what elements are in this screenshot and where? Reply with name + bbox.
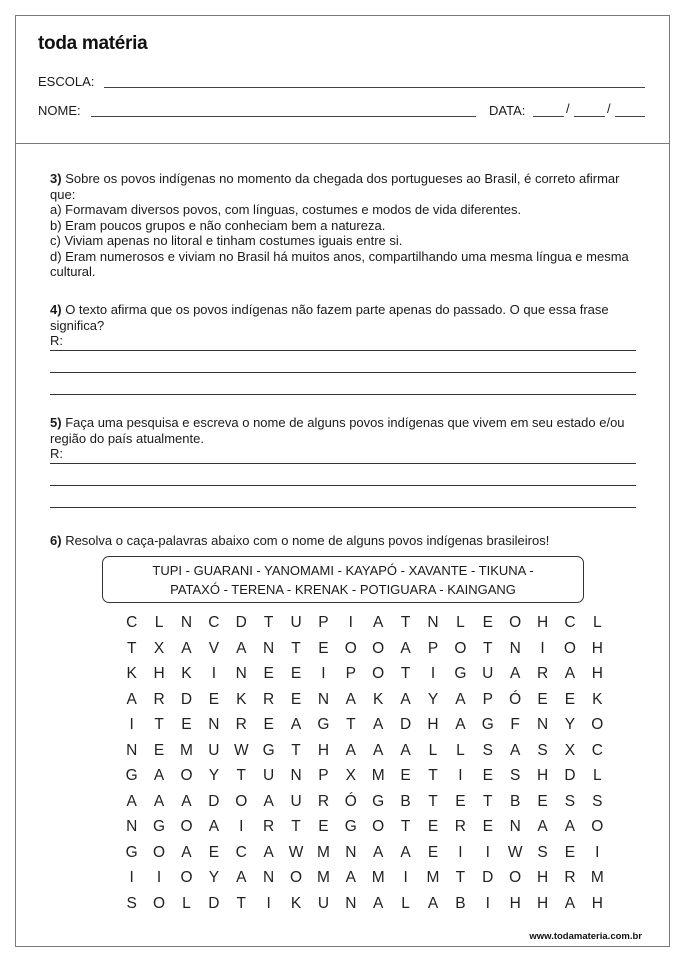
grid-letter[interactable]: T <box>236 767 246 784</box>
grid-letter[interactable]: T <box>400 818 411 835</box>
grid-letter[interactable]: I <box>321 665 326 682</box>
grid-letter[interactable]: H <box>591 639 603 657</box>
grid-letter[interactable]: L <box>593 614 602 631</box>
grid-letter[interactable]: A <box>263 792 274 810</box>
grid-letter[interactable]: E <box>318 818 329 835</box>
grid-letter[interactable]: E <box>263 716 274 733</box>
grid-letter[interactable]: D <box>208 792 220 810</box>
grid-letter[interactable]: K <box>592 690 603 708</box>
date-separator: / <box>607 101 611 116</box>
grid-row <box>118 891 611 917</box>
grid-letter[interactable]: A <box>236 639 247 657</box>
grid-letter[interactable]: K <box>373 690 384 708</box>
grid-letter[interactable]: P <box>318 767 329 784</box>
grid-letter[interactable]: A <box>373 894 384 912</box>
grid-letter[interactable]: A <box>290 716 302 733</box>
data-label: DATA: <box>489 103 526 118</box>
grid-letter[interactable]: D <box>235 614 247 631</box>
grid-letter[interactable]: T <box>291 639 301 657</box>
grid-letter[interactable]: I <box>485 843 490 861</box>
grid-letter[interactable]: N <box>208 716 220 733</box>
grid-letter[interactable]: A <box>373 741 384 759</box>
grid-letter[interactable]: N <box>180 614 193 631</box>
grid-letter[interactable]: A <box>400 843 411 861</box>
question-number: 3) <box>50 171 62 186</box>
option-d: d) Eram numerosos e viviam no Brasil há muitos anos, compartilhando uma mesma língua e mesma cultural. <box>50 248 629 279</box>
grid-letter[interactable]: V <box>208 639 220 657</box>
grid-letter[interactable]: T <box>291 741 301 759</box>
grid-letter[interactable]: C <box>591 741 603 759</box>
grid-letter[interactable]: A <box>126 792 137 810</box>
grid-letter[interactable]: G <box>454 665 467 682</box>
grid-letter[interactable]: E <box>290 665 302 682</box>
grid-letter[interactable]: R <box>317 792 330 810</box>
grid-letter[interactable]: T <box>154 716 164 733</box>
grid-letter[interactable]: G <box>262 741 275 759</box>
grid-letter[interactable]: A <box>564 665 576 682</box>
grid-letter[interactable]: C <box>564 614 576 631</box>
grid-letter[interactable]: G <box>344 818 357 835</box>
grid-letter[interactable]: N <box>290 767 302 784</box>
question-text: Sobre os povos indígenas no momento da chegada dos portugueses ao Brasil, é correto afirmar que: <box>50 171 620 202</box>
grid-letter[interactable]: I <box>266 894 271 912</box>
grid-letter[interactable]: M <box>426 869 440 886</box>
grid-letter[interactable]: S <box>126 894 137 912</box>
grid-letter[interactable]: E <box>427 843 439 861</box>
grid-letter[interactable]: K <box>126 665 137 682</box>
grid-letter[interactable]: X <box>345 767 356 784</box>
grid-letter[interactable]: H <box>427 716 439 733</box>
grid-letter[interactable]: N <box>263 639 275 657</box>
grid-letter[interactable]: D <box>208 894 220 912</box>
grid-letter[interactable]: S <box>482 741 493 759</box>
grid-letter[interactable]: S <box>564 792 576 810</box>
grid-letter[interactable]: Y <box>208 767 220 784</box>
escola-label: ESCOLA: <box>38 74 95 89</box>
grid-letter[interactable]: O <box>153 843 166 861</box>
grid-letter[interactable]: I <box>430 665 436 682</box>
grid-letter[interactable]: Y <box>427 690 439 708</box>
grid-letter[interactable]: A <box>126 690 137 708</box>
logo: toda matéria <box>38 33 148 54</box>
date-separator: / <box>566 101 570 116</box>
answer-line[interactable] <box>50 350 636 351</box>
grid-letter[interactable]: Y <box>208 869 220 886</box>
grid-letter[interactable]: H <box>536 614 549 631</box>
grid-letter[interactable]: O <box>591 716 604 733</box>
grid-letter[interactable]: T <box>400 614 411 631</box>
grid-letter[interactable]: C <box>235 843 247 861</box>
grid-letter[interactable]: N <box>536 716 549 733</box>
grid-letter[interactable]: W <box>288 843 304 861</box>
grid-letter[interactable]: E <box>537 792 548 810</box>
grid-letter[interactable]: N <box>317 690 330 708</box>
word-search-grid[interactable] <box>118 610 611 916</box>
grid-letter[interactable]: O <box>180 869 193 886</box>
grid-letter[interactable]: I <box>129 716 134 733</box>
word-list-line: PATAXÓ - TERENA - KRENAK - POTIGUARA - KAINGANG <box>170 582 516 597</box>
grid-letter[interactable]: P <box>345 665 356 682</box>
grid-letter[interactable]: O <box>454 639 467 657</box>
grid-letter[interactable]: R <box>263 818 275 835</box>
grid-letter[interactable]: R <box>263 690 275 708</box>
grid-letter[interactable]: B <box>509 792 521 810</box>
escola-field[interactable] <box>104 87 645 88</box>
question-3 <box>50 171 640 280</box>
option-b: b) Eram poucos grupos e não conheciam bem a natureza. <box>50 217 386 233</box>
question-number: 5) <box>50 415 62 430</box>
grid-letter[interactable]: I <box>485 894 490 912</box>
grid-letter[interactable]: E <box>482 767 493 784</box>
grid-letter[interactable]: A <box>345 690 356 708</box>
grid-letter[interactable]: A <box>236 869 247 886</box>
grid-letter[interactable]: N <box>345 843 357 861</box>
grid-letter[interactable]: F <box>510 716 520 733</box>
grid-letter[interactable]: R <box>564 869 576 886</box>
grid-row <box>118 763 611 789</box>
grid-letter[interactable]: O <box>509 869 522 886</box>
grid-row <box>118 687 611 713</box>
grid-letter[interactable]: O <box>344 639 357 657</box>
grid-letter[interactable]: M <box>316 869 330 886</box>
grid-letter[interactable]: E <box>290 690 302 708</box>
grid-letter[interactable]: T <box>346 716 356 733</box>
answer-line[interactable] <box>50 372 636 373</box>
grid-letter[interactable]: A <box>455 716 466 733</box>
grid-letter[interactable]: A <box>373 716 384 733</box>
grid-letter[interactable]: X <box>153 639 165 657</box>
grid-letter[interactable]: D <box>180 690 193 708</box>
answer-line[interactable] <box>50 394 636 395</box>
grid-letter[interactable]: H <box>591 665 603 682</box>
grid-letter[interactable]: A <box>373 843 384 861</box>
grid-row <box>118 661 611 687</box>
grid-letter[interactable]: N <box>126 818 138 835</box>
answer-label: R: <box>50 333 63 348</box>
question-text: O texto afirma que os povos indígenas não fazem parte apenas do passado. O que essa frase significa? <box>50 302 609 333</box>
grid-letter[interactable]: A <box>509 665 521 682</box>
grid-letter[interactable]: O <box>235 792 248 810</box>
grid-letter[interactable]: T <box>291 818 301 835</box>
grid-letter[interactable]: E <box>564 843 576 861</box>
grid-letter[interactable]: H <box>317 741 330 759</box>
grid-letter[interactable]: N <box>345 894 357 912</box>
grid-letter[interactable]: N <box>427 614 439 631</box>
grid-letter[interactable]: I <box>595 843 600 861</box>
answer-label: R: <box>50 446 63 461</box>
grid-row <box>118 840 611 866</box>
grid-letter[interactable]: I <box>458 843 463 861</box>
grid-letter[interactable]: A <box>564 894 576 912</box>
grid-letter[interactable]: M <box>180 741 193 759</box>
grid-letter[interactable]: T <box>263 614 274 631</box>
grid-letter[interactable]: E <box>153 741 165 759</box>
grid-letter[interactable]: N <box>235 665 247 682</box>
grid-letter[interactable]: E <box>564 690 576 708</box>
grid-letter[interactable]: K <box>236 690 247 708</box>
grid-letter[interactable]: Ó <box>344 792 357 810</box>
grid-letter[interactable]: E <box>455 792 466 810</box>
grid-letter[interactable]: L <box>182 894 191 912</box>
grid-letter[interactable]: I <box>211 665 217 682</box>
grid-letter[interactable]: A <box>373 614 384 631</box>
grid-letter[interactable]: S <box>537 843 548 861</box>
grid-letter[interactable]: P <box>482 690 493 708</box>
grid-letter[interactable]: M <box>590 869 604 886</box>
grid-letter[interactable]: R <box>153 690 165 708</box>
answer-line[interactable] <box>50 507 636 508</box>
grid-letter[interactable]: T <box>400 665 411 682</box>
grid-letter[interactable]: T <box>236 894 246 912</box>
grid-letter[interactable]: L <box>456 614 465 631</box>
grid-letter[interactable]: L <box>154 614 164 631</box>
grid-letter[interactable]: M <box>371 767 385 784</box>
grid-letter[interactable]: M <box>316 843 330 861</box>
grid-letter[interactable]: E <box>318 639 329 657</box>
grid-letter[interactable]: C <box>126 614 138 631</box>
grid-letter[interactable]: U <box>317 894 330 912</box>
grid-letter[interactable]: U <box>482 665 494 682</box>
grid-letter[interactable]: A <box>153 792 165 810</box>
grid-letter[interactable]: R <box>454 818 466 835</box>
grid-letter[interactable]: K <box>290 894 302 912</box>
grid-letter[interactable]: U <box>263 767 275 784</box>
grid-letter[interactable]: O <box>591 818 604 835</box>
grid-letter[interactable]: N <box>509 639 521 657</box>
grid-letter[interactable]: N <box>263 869 275 886</box>
grid-letter[interactable]: H <box>536 894 549 912</box>
question-number: 6) <box>50 533 62 548</box>
grid-letter[interactable]: G <box>372 792 385 810</box>
grid-letter[interactable]: X <box>564 741 576 759</box>
grid-letter[interactable]: H <box>536 869 549 886</box>
grid-letter[interactable]: A <box>345 869 356 886</box>
grid-letter[interactable]: H <box>591 894 603 912</box>
grid-letter[interactable]: Y <box>564 716 576 733</box>
grid-letter[interactable]: A <box>537 818 548 835</box>
question-5 <box>50 415 640 462</box>
grid-letter[interactable]: L <box>593 767 602 784</box>
grid-letter[interactable]: E <box>482 818 493 835</box>
grid-letter[interactable]: M <box>371 869 385 886</box>
grid-letter[interactable]: O <box>509 614 522 631</box>
grid-letter[interactable]: U <box>208 741 220 759</box>
question-6 <box>50 533 640 549</box>
grid-letter[interactable]: L <box>456 741 465 759</box>
grid-letter[interactable]: A <box>509 741 521 759</box>
grid-letter[interactable]: I <box>129 869 134 886</box>
grid-letter[interactable]: O <box>290 869 303 886</box>
grid-letter[interactable]: A <box>181 843 192 861</box>
grid-letter[interactable]: N <box>509 818 521 835</box>
question-text: Resolva o caça-palavras abaixo com o nome de alguns povos indígenas brasileiros! <box>65 533 550 548</box>
grid-letter[interactable]: O <box>372 665 385 682</box>
grid-letter[interactable]: A <box>263 843 274 861</box>
header-divider <box>15 143 670 144</box>
grid-row <box>118 636 611 662</box>
grid-letter[interactable]: T <box>428 792 438 810</box>
grid-letter[interactable]: A <box>181 792 192 810</box>
grid-letter[interactable]: S <box>592 792 603 810</box>
grid-letter[interactable]: E <box>208 690 220 708</box>
grid-letter[interactable]: E <box>263 665 274 682</box>
grid-letter[interactable]: O <box>153 894 166 912</box>
grid-letter[interactable]: E <box>537 690 548 708</box>
grid-letter[interactable]: G <box>125 843 138 861</box>
grid-letter[interactable]: S <box>537 741 548 759</box>
grid-letter[interactable]: A <box>400 690 411 708</box>
grid-letter[interactable]: A <box>208 818 220 835</box>
answer-line[interactable] <box>50 485 636 486</box>
grid-letter[interactable]: P <box>427 639 439 657</box>
grid-letter[interactable]: R <box>536 665 549 682</box>
grid-letter[interactable]: G <box>317 716 330 733</box>
grid-letter[interactable]: I <box>458 767 463 784</box>
grid-letter[interactable]: U <box>290 614 302 631</box>
data-day-field[interactable] <box>533 116 564 117</box>
grid-letter[interactable]: D <box>482 869 494 886</box>
grid-letter[interactable]: I <box>348 614 353 631</box>
grid-letter[interactable]: H <box>153 665 165 682</box>
answer-line[interactable] <box>50 463 636 464</box>
grid-letter[interactable]: A <box>455 690 466 708</box>
grid-letter[interactable]: A <box>400 639 411 657</box>
grid-letter[interactable]: W <box>233 741 249 759</box>
grid-letter[interactable]: T <box>483 792 493 810</box>
nome-field[interactable] <box>91 116 476 117</box>
grid-letter[interactable]: E <box>208 843 220 861</box>
option-c: c) Viviam apenas no litoral e tinham costumes iguais entre si. <box>50 233 403 248</box>
grid-letter[interactable]: I <box>403 869 408 886</box>
grid-letter[interactable]: E <box>181 716 192 733</box>
grid-row <box>118 738 611 764</box>
question-4 <box>50 302 640 349</box>
grid-letter[interactable]: C <box>208 614 220 631</box>
grid-letter[interactable]: H <box>536 767 549 784</box>
grid-letter[interactable]: R <box>235 716 247 733</box>
grid-letter[interactable]: A <box>181 639 192 657</box>
grid-row <box>118 865 611 891</box>
grid-letter[interactable]: B <box>400 792 411 810</box>
grid-row <box>118 610 611 636</box>
grid-letter[interactable]: I <box>239 818 244 835</box>
grid-letter[interactable]: D <box>400 716 412 733</box>
grid-letter[interactable]: E <box>400 767 411 784</box>
grid-letter[interactable]: N <box>126 741 138 759</box>
grid-letter[interactable]: E <box>482 614 493 631</box>
word-list-box <box>102 556 584 603</box>
grid-letter[interactable]: I <box>156 869 162 886</box>
grid-letter[interactable]: W <box>507 843 523 861</box>
grid-letter[interactable]: O <box>180 818 193 835</box>
grid-letter[interactable]: I <box>540 639 545 657</box>
grid-letter[interactable]: B <box>455 894 466 912</box>
grid-letter[interactable]: T <box>126 639 137 657</box>
grid-letter[interactable]: U <box>290 792 302 810</box>
option-a: a) Formavam diversos povos, com línguas, costumes e modos de vida diferentes. <box>50 202 522 217</box>
grid-letter[interactable]: T <box>483 639 493 657</box>
question-text: Faça uma pesquisa e escreva o nome de alguns povos indígenas que vivem em seu estado e/ou região do país atualmente. <box>50 415 625 446</box>
grid-letter[interactable]: A <box>345 741 356 759</box>
grid-letter[interactable]: G <box>125 767 138 784</box>
grid-letter[interactable]: A <box>153 767 165 784</box>
grid-letter[interactable]: O <box>563 639 576 657</box>
grid-row <box>118 789 611 815</box>
grid-letter[interactable]: L <box>428 741 438 759</box>
grid-letter[interactable]: T <box>455 869 466 886</box>
grid-letter[interactable]: A <box>400 741 411 759</box>
grid-letter[interactable]: P <box>318 614 329 631</box>
grid-letter[interactable]: Ó <box>509 690 522 708</box>
grid-letter[interactable]: K <box>181 665 192 682</box>
word-list-line: TUPI - GUARANI - YANOMAMI - KAYAPÓ - XAVANTE - TIKUNA - <box>152 563 534 578</box>
grid-row <box>118 712 611 738</box>
grid-letter[interactable]: E <box>427 818 439 835</box>
grid-letter[interactable]: O <box>372 639 385 657</box>
nome-label: NOME: <box>38 103 81 118</box>
grid-letter[interactable]: D <box>564 767 576 784</box>
grid-letter[interactable]: L <box>401 894 410 912</box>
grid-letter[interactable]: O <box>372 818 385 835</box>
data-year-field[interactable] <box>615 116 645 117</box>
grid-letter[interactable]: G <box>481 716 494 733</box>
grid-letter[interactable]: T <box>428 767 438 784</box>
question-number: 4) <box>50 302 62 317</box>
grid-row <box>118 814 611 840</box>
grid-letter[interactable]: H <box>509 894 521 912</box>
grid-letter[interactable]: A <box>427 894 439 912</box>
grid-letter[interactable]: A <box>564 818 576 835</box>
data-month-field[interactable] <box>574 116 605 117</box>
grid-letter[interactable]: S <box>509 767 521 784</box>
grid-letter[interactable]: G <box>153 818 166 835</box>
footer-url: www.todamateria.com.br <box>529 931 642 942</box>
grid-letter[interactable]: O <box>180 767 193 784</box>
